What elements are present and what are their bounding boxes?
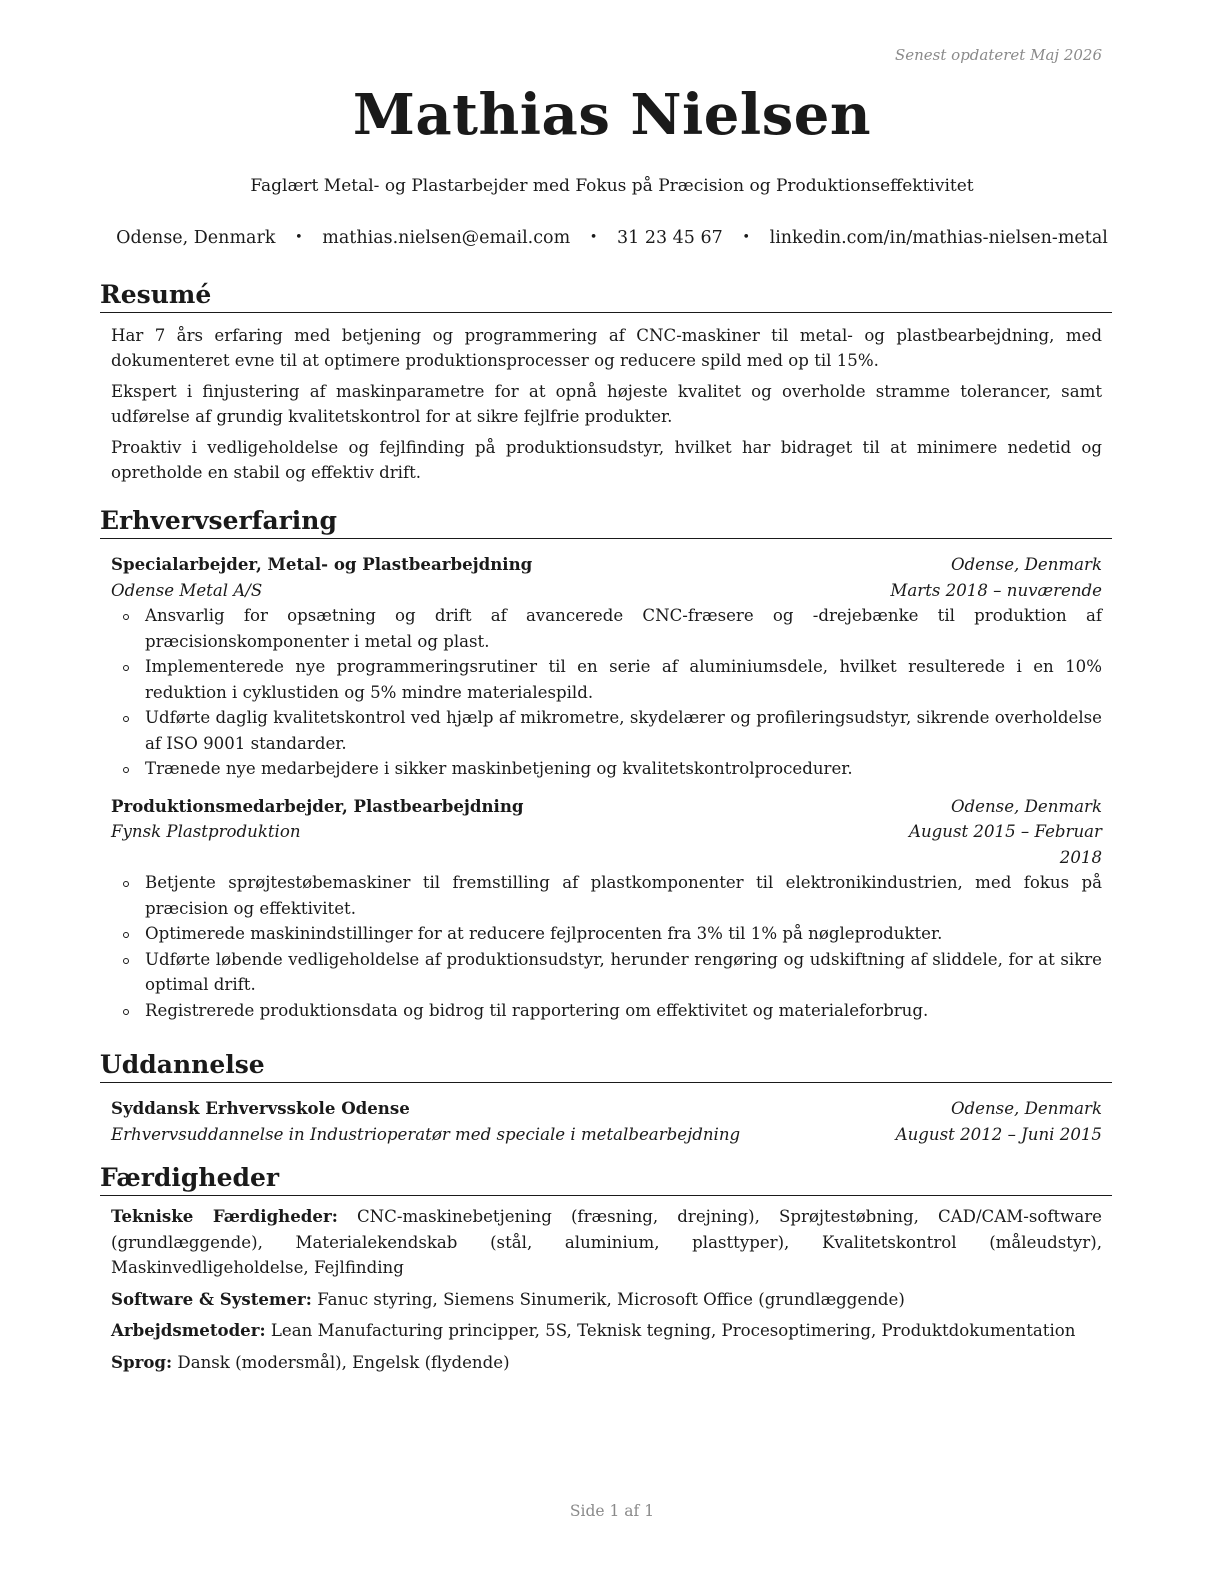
contact-location: Odense, Denmark — [116, 228, 276, 248]
contact-linkedin[interactable]: linkedin.com/in/mathias-nielsen-metal — [769, 228, 1108, 248]
section-experience — [100, 506, 1112, 1023]
tagline: Faglært Metal- og Plastarbejder med Fokus på Præcision og Produktionseffektivitet — [250, 176, 974, 196]
list-item: Trænede nye medarbejdere i sikker maskinbetjening og kvalitetskontrolprocedurer. — [111, 756, 1102, 782]
list-item: Udførte løbende vedligeholdelse af produktionsudstyr, herunder rengøring og udskiftning af sliddele, for at sikre optimal drift. — [111, 947, 1102, 998]
job-entry — [111, 794, 1102, 1024]
circle-bullet-icon — [123, 958, 129, 964]
job-dates: August 2015 – Februar 2018 — [908, 822, 1102, 867]
skill-label: Software & Systemer: — [111, 1288, 312, 1309]
skill-row — [111, 1350, 1102, 1376]
list-item: Ansvarlig for opsætning og drift af avancerede CNC-fræsere og -drejebænke til produktion af præcisionskomponenter i metal og plast. — [111, 603, 1102, 654]
circle-bullet-icon — [123, 614, 129, 620]
skill-value: Lean Manufacturing principper, 5S, Teknisk tegning, Procesoptimering, Produktdokumentation — [270, 1321, 1076, 1340]
skill-value: Fanuc styring, Siemens Sinumerik, Microsoft Office (grundlæggende) — [317, 1289, 905, 1309]
job-dates: Marts 2018 – nuværende — [890, 580, 1102, 600]
job-company: Fynsk Plastproduktion — [111, 822, 301, 841]
section-education — [100, 1050, 1112, 1147]
list-item: Registrerede produktionsdata og bidrog til rapportering om effektivitet og materialeforbrug. — [111, 998, 1102, 1024]
bullet-separator-icon: • — [589, 230, 598, 245]
skill-row — [111, 1204, 1102, 1281]
circle-bullet-icon — [123, 665, 129, 671]
section-title: Resumé — [100, 280, 1112, 313]
circle-bullet-icon — [123, 881, 129, 887]
resume-paragraph: Proaktiv i vedligeholdelse og fejlfinding på produktionsudstyr, hvilket har bidraget til at minimere nedetid og opretholde en stabil og effektiv drift. — [111, 438, 1102, 482]
school-name: Syddansk Erhvervsskole Odense — [111, 1098, 410, 1118]
skill-value: CNC-maskinebetjening (fræsning, drejning), Sprøjtestøbning, CAD/CAM-software (grundlæggende), Materialekendskab (stål, aluminium, plasttyper), Kvalitetskontrol (måleudstyr), Maskinvedligeholdelse, Fejlfinding — [111, 1207, 1102, 1277]
candidate-name: Mathias Nielsen — [352, 82, 872, 148]
job-entry — [111, 552, 1102, 782]
contact-line — [0, 228, 1224, 248]
job-role: Specialarbejder, Metal- og Plastbearbejdning — [111, 554, 533, 574]
section-title: Erhvervserfaring — [100, 506, 1112, 539]
skill-label: Tekniske Færdigheder: — [111, 1206, 338, 1226]
circle-bullet-icon — [123, 932, 129, 938]
job-company: Odense Metal A/S — [111, 580, 263, 600]
section-title: Færdigheder — [100, 1163, 1112, 1196]
bullet-separator-icon: • — [295, 230, 303, 245]
resume-paragraph: Har 7 års erfaring med betjening og programmering af CNC-maskiner til metal- og plastbearbejdning, med dokumenteret evne til at optimere produktionsprocesser og reducere spild med op til 15%. — [111, 326, 1102, 370]
degree: Erhvervsuddannelse in Industrioperatør med speciale i metalbearbejdning — [111, 1124, 741, 1144]
resume-paragraph: Ekspert i finjustering af maskinparametre for at opnå højeste kvalitet og overholde stramme tolerancer, samt udførelse af grundig kvalitetskontrol for at sikre fejlfrie produkter. — [111, 382, 1102, 426]
education-dates: August 2012 – Juni 2015 — [895, 1124, 1102, 1144]
skill-label: Sprog: — [111, 1351, 173, 1372]
section-resume — [100, 280, 1112, 485]
skill-value: Dansk (modersmål), Engelsk (flydende) — [177, 1352, 510, 1372]
contact-email[interactable]: mathias.nielsen@email.com — [322, 228, 571, 248]
job-role: Produktionsmedarbejder, Plastbearbejdning — [111, 795, 524, 816]
skill-label: Arbejdsmetoder: — [111, 1320, 266, 1340]
skill-row — [111, 1287, 1102, 1313]
bullet-separator-icon: • — [742, 230, 751, 245]
contact-phone[interactable]: 31 23 45 67 — [617, 228, 723, 248]
list-item: Implementerede nye programmeringsrutiner til en serie af aluminiumsdele, hvilket resulterede i en 10% reduktion i cyklustiden og 5% mindre materialespild. — [111, 654, 1102, 705]
list-item: Betjente sprøjtestøbemaskiner til fremstilling af plastkomponenter til elektronikindustrien, med fokus på præcision og effektivitet. — [111, 870, 1102, 921]
circle-bullet-icon — [123, 1009, 129, 1015]
list-item: Udførte daglig kvalitetskontrol ved hjælp af mikrometre, skydelærer og profileringsudstyr, sikrende overholdelse af ISO 9001 standarder. — [111, 705, 1102, 756]
section-skills — [100, 1163, 1112, 1375]
last-updated: Senest opdateret Maj 2026 — [894, 46, 1102, 64]
circle-bullet-icon — [123, 767, 129, 773]
job-location: Odense, Denmark — [950, 796, 1102, 816]
circle-bullet-icon — [123, 716, 129, 722]
skill-row — [111, 1318, 1102, 1344]
section-title: Uddannelse — [100, 1050, 1112, 1083]
job-location: Odense, Denmark — [950, 555, 1102, 574]
list-item: Optimerede maskinindstillinger for at reducere fejlprocenten fra 3% til 1% på nøgleprodukter. — [111, 921, 1102, 947]
school-location: Odense, Denmark — [950, 1099, 1102, 1118]
page-number: Side 1 af 1 — [569, 1502, 655, 1520]
